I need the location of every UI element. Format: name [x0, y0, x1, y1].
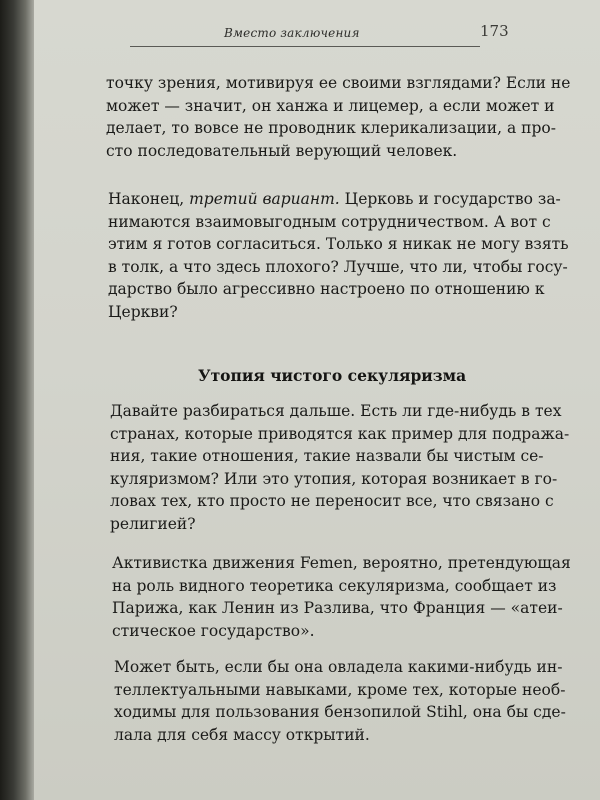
page-number: 173 [480, 22, 509, 40]
paragraph-1 [106, 72, 570, 162]
text-line: религией? [110, 514, 196, 533]
text-line: ловах тех, кто просто не переносит все, что связано с [110, 492, 554, 511]
text-line: лала для себя массу открытий. [114, 725, 370, 744]
book-spine-shadow [0, 0, 34, 800]
text-line: точку зрения, мотивируя ее своими взглядами? Если не [106, 74, 571, 92]
text-line: на роль видного теоретика секуляризма, сообщает из [112, 576, 557, 595]
text-line [108, 188, 569, 211]
text-line: Церкви? [108, 302, 178, 321]
text-line: теллектуальными навыками, кроме тех, которые необ- [114, 680, 566, 699]
text-line: Давайте разбираться дальше. Есть ли где-нибудь в тех [110, 402, 562, 420]
text-line: Может быть, если бы она овладела какими-нибудь ин- [114, 658, 563, 676]
paragraph-5 [114, 656, 566, 746]
text-line: Парижа, как Ленин из Разлива, что Франция — «атеи- [112, 599, 563, 618]
text-line: Активистка движения Femen, вероятно, претендующая [112, 554, 571, 572]
text-line: сто последовательный верующий человек. [106, 141, 458, 160]
text-line: нимаются взаимовыгодным сотрудничеством. А вот с [108, 212, 551, 231]
section-heading: Утопия чистого секуляризма [198, 366, 467, 385]
text-line: этим я готов согласиться. Только я никак не могу взять [108, 235, 569, 254]
text-line: дарство было агрессивно настроено по отношению к [108, 280, 545, 299]
text-line: делает, то вовсе не проводник клерикализации, а про- [106, 119, 556, 138]
paragraph-2 [108, 188, 569, 324]
text-line: ния, такие отношения, такие назвали бы чистым се- [110, 447, 544, 466]
book-page [34, 0, 600, 800]
running-header-title: Вместо заключения [224, 26, 360, 40]
text-run: Наконец, [108, 190, 190, 208]
paragraph-4 [112, 552, 571, 642]
text-line: в толк, а что здесь плохого? Лучше, что ли, чтобы госу- [108, 257, 568, 276]
paragraph-3 [110, 400, 569, 536]
text-line: странах, которые приводятся как пример для подража- [110, 424, 570, 443]
text-line: может — значит, он ханжа и лицемер, а если может и [106, 96, 555, 115]
text-line: куляризмом? Или это утопия, которая возникает в го- [110, 469, 558, 488]
text-line: ходимы для пользования бензопилой Stihl, она бы сде- [114, 703, 566, 722]
text-run: Церковь и государство за- [339, 190, 561, 208]
italic-phrase: третий вариант. [189, 190, 340, 208]
header-rule [130, 46, 480, 47]
text-line: стическое государство». [112, 621, 315, 640]
